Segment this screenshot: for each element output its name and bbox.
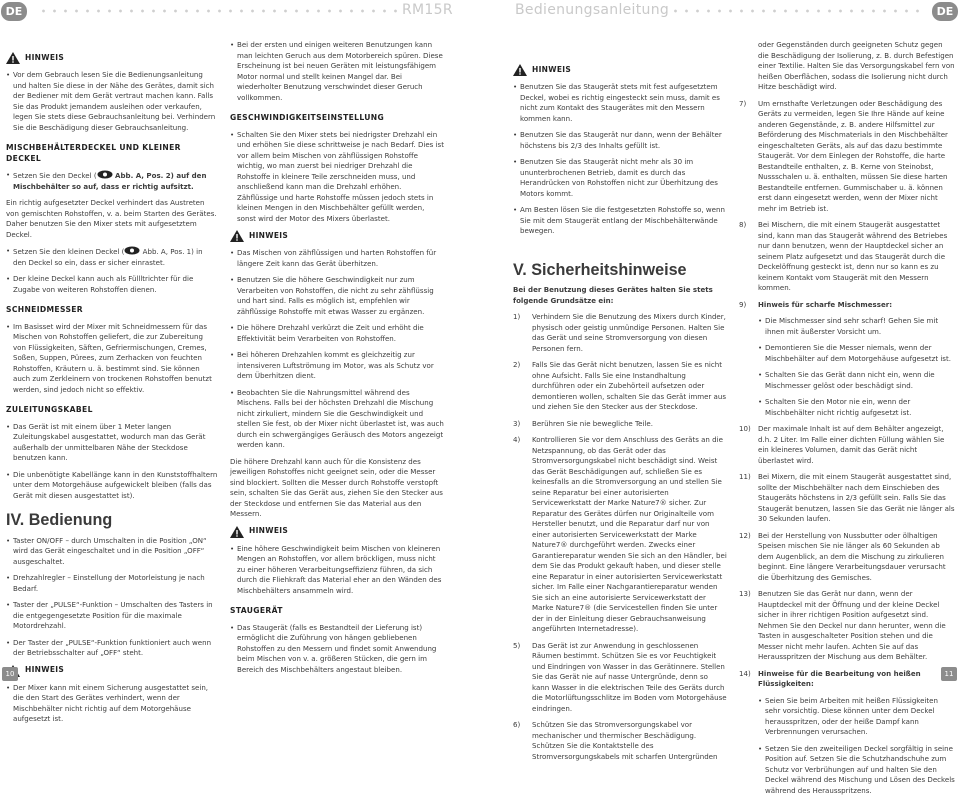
bullet-item: • Schalten Sie den Motor nie ein, wenn der Mischbehälter nicht richtig aufgesetzt ist.: [758, 397, 955, 418]
section-heading: GESCHWINDIGKEITSEINSTELLUNG: [230, 113, 385, 122]
bullet-item: • Setzen Sie den Deckel ( Abb. A, Pos. 2) auf den Mischbehälter so auf, dass er richtig aufsitzt.: [6, 170, 218, 192]
numbered-item: 11) Bei Mixern, die mit einem Staugerät ausgestattet sind, sollte der Mischbehälter nach dem Einschieben des Staugeräts höchstens in 2/3 gefüllt sein. Falls Sie das Staugerät benutzen, lassen Sie das Gerät nie länger als 30 Sekunden laufen.: [739, 472, 955, 525]
bullet-item: • Am Besten lösen Sie die festgesetzten Rohstoffe so, wenn Sie mit dem Staugerät entlang der Mischbehälterwände bewegen.: [513, 205, 727, 237]
language-badge-left: DE: [1, 2, 27, 21]
bullet-item: • Bei höheren Drehzahlen kommt es gleichzeitig zur intensiveren Luftströmung im Motor, was als Schutz vor dem Überhitzen dient.: [230, 350, 444, 382]
paragraph: oder Gegenständen durch geeigneten Schutz gegen die Beschädigung der Isolierung, z. B. durch Befestigen einer Textilie. Halten Sie das Versorgungskabel fern von heißen Oberflächen, sodass die Isolierung nicht durch Hitze beschädigt wird.: [758, 40, 955, 91]
bullet-item: • Der kleine Deckel kann auch als Füllltrichter für die Zugabe von weiteren Rohstoffen dienen.: [6, 274, 218, 295]
bullet-item: • Schalten Sie das Gerät dann nicht ein, wenn die Mischmesser gelöst oder beschädigt sind.: [758, 370, 955, 391]
numbered-item: 8) Bei Mischern, die mit einem Staugerät ausgestattet sind, kann man das Staugerät während des Betriebes nur dann benutzen, wenn der Hauptdeckel sicher an seinem Platz aufgesetzt und das Staugerät durch die Deckelöffnung gesteckt ist, denn nur so kann es zu keinem Kontakt vom Staugerät mit den Messern kommen.: [739, 220, 955, 294]
bullet-item: • Setzen Sie den zweiteiligen Deckel sorgfältig in seine Position auf. Setzen Sie die Schutzhandschuhe zum Schutz vor Verbrühungen auf und halten Sie den Deckel während des Mischung und Lösen des Deckels während des Herausspritzens.: [758, 744, 955, 797]
numbered-item: 4) Kontrollieren Sie vor dem Anschluss des Geräts an die Netzspannung, ob das Gerät oder das Stromversorgungskabel nicht beschädigt sind. Weist das Gerät Beschädigungen auf, schließen Sie es keinesfalls an die Stromversorgung an und stellen Sie seine Reparatur bei einer autorisierten Servicewerkstatt der Marke Nature7® sicher. Zur Reparatur des Gerätes dürfen nur Originalteile vom Hersteller benutzt, und die Reparatur darf nur von einer autorisierten Servicewerkstatt der Marke Nature7® durchgeführt werden. Zwecks einer Garantiereparatur wenden Sie sich an den Händler, bei dem Sie das Produkt gekauft haben, und dieser stelle eine Reparatur in einer autorisierten Servicewerkstatt sicher. Im Falle einer Nachgarantiereparatur wenden Sie sich an eine autorisierte Servicewerkstatt der Marke Nature7® (die Servicestellen finden Sie unter der in der Einleitung dieser Gebrauchsanweisung angeführten Internetadresse).: [513, 435, 727, 635]
bullet-item: • Taster der „PULSE“-Funktion – Umschalten des Tasters in die entgegengesetzte Position für die maximale Motordrehzahl.: [6, 600, 218, 632]
chapter-heading: V. Sicherheitshinweise: [513, 259, 687, 279]
paragraph: Ein richtig aufgesetzter Deckel verhindert das Austreten von gemischten Rohstoffen, v. a. beim Starten des Gerätes. Daher benutzen Sie den Mixer stets mit aufgesetztem Deckel.: [6, 198, 217, 239]
page-number-left: 10: [2, 667, 18, 681]
section-heading: SCHNEIDMESSER: [6, 305, 83, 314]
bullet-item: • Der Mixer kann mit einem Sicherung ausgestattet sein, die den Start des Gerätes verhindert, wenn der Mischbehälter nicht richtig auf dem Motorgehäuse aufgesetzt ist.: [6, 683, 218, 725]
bullet-item: • Die unbenötigte Kabellänge kann in den Kunststoffhaltern unter dem Motorgehäuse aufgewickelt bleiben (falls das Gerät mit diesen ausgestattet ist).: [6, 470, 218, 502]
warning-text: • Vor dem Gebrauch lesen Sie die Bedienungsanleitung und halten Sie diese in der Nähe des Gerätes, damit sich der Bediener mit dem Gerät vertraut machen kann. Falls Sie das Produkt jemandem ausleihen oder verkaufen, legen Sie stets diese Gebrauchsanleitung bei. Verhindern Sie die Beschädigung dieser Gebrauchsanleitung.: [6, 70, 218, 133]
page-header: [0, 0, 960, 22]
column-1: [6, 46, 218, 731]
bullet-item: • Die Mischmesser sind sehr scharf! Gehen Sie mit ihnen mit äußerster Vorsicht um.: [758, 316, 955, 337]
numbered-item: 5) Das Gerät ist zur Anwendung in geschlossenen Räumen bestimmt. Schützen Sie es vor Feuchtigkeit und Eindringen von Wasser in das Gerätinnere. Stellen Sie das Gerät nie auf nasse Untergründe, denn so kann Wasser in die elektrischen Teile des Geräts durch die Motorlüftungsschlitze im Boden vom Motorgehäuse eindringen.: [513, 641, 727, 715]
eye-icon: [124, 246, 140, 255]
paragraph: Die höhere Drehzahl kann auch für die Konsistenz des jeweiligen Rohstoffes nicht geeignet sein, oder die Messer sind blockiert. Sollten die Messer durch Rohstoffe verstopft sein, schalten Sie das Gerät aus, ziehen Sie den Stecker aus der Steckdose und entfernen Sie das Material aus den Messern.: [230, 456, 443, 518]
bullet-item: • Benutzen Sie die höhere Geschwindigkeit nur zum Verarbeiten von Rohstoffen, die nicht zu sehr zähflüssig und hart sind. Falls es möglich ist, empfehlen wir zähflüssige Rohstoffe mit etwas Wasser zu ergänzen.: [230, 275, 444, 317]
column-3: [513, 58, 727, 768]
warning-heading: HINWEIS: [230, 526, 444, 538]
page-number-right: 11: [941, 667, 957, 681]
bullet-item: • Der Taster der „PULSE“-Funktion funktioniert auch wenn der Betriebsschalter auf „OFF“ steht.: [6, 638, 218, 659]
bullet-item: • Taster ON/OFF – durch Umschalten in die Position „ON“ wird das Gerät eingeschaltet und in die Position „OFF“ ausgeschaltet.: [6, 536, 218, 568]
column-4: [739, 40, 955, 802]
warning-icon: [6, 52, 20, 64]
warning-icon: [230, 230, 244, 242]
column-2: [230, 40, 444, 681]
bullet-item: • Setzen Sie den kleinen Deckel ( Abb. A, Pos. 1) in den Deckel so ein, dass er sicher einrastet.: [6, 246, 218, 268]
numbered-item: 3) Berühren Sie nie bewegliche Teile.: [513, 419, 727, 430]
warning-icon: [513, 64, 527, 76]
numbered-item: 13) Benutzen Sie das Gerät nur dann, wenn der Hauptdeckel mit der Öffnung und der kleine Deckel sicher in ihrer richtigen Position aufgesetzt sind. Nehmen Sie den Deckel nur dann herunter, wenn die Tasten in ausgeschalteter Position stehen und die Messer nicht mehr laufen. Achten Sie auf das Herausspritzen der Mischung aus dem Behälter.: [739, 589, 955, 663]
bullet-item: • Beobachten Sie die Nahrungsmittel während des Mischens. Falls bei der höchsten Drehzahl die Mischung nicht zirkuliert, mindern Sie die Geschwindigkeit und stellen Sie fest, ob der Mixer nicht überlastet ist, was auch durch ein schwergängiges Geräusch des Motors angezeigt werden kann.: [230, 388, 444, 451]
warning-heading: HINWEIS: [513, 64, 727, 76]
bullet-item: • Das Gerät ist mit einem über 1 Meter langen Zuleitungskabel ausgestattet, wodurch man das Gerät außerhalb der unmittelbaren Nähe der Steckdose benutzen kann.: [6, 422, 218, 464]
bullet-item: • Benutzen Sie das Staugerät nur dann, wenn der Behälter höchstens bis 2/3 des Inhalts gefüllt ist.: [513, 130, 727, 151]
eye-icon: [97, 170, 113, 179]
section-heading: ZULEITUNGSKABEL: [6, 405, 93, 414]
header-dots-left: [38, 9, 398, 13]
numbered-item: 1) Verhindern Sie die Benutzung des Mixers durch Kinder, physisch oder geistig unmündige Personen. Halten Sie das Gerät und seine Stromversorgung von diesen Personen fern.: [513, 312, 727, 354]
bullet-item: • Das Staugerät (falls es Bestandteil der Lieferung ist) ermöglicht die Zuführung von hängen gebliebenen Rohstoffen zu den Messern und findet somit Anwendung beim Mischen von v. a. größeren Stücken, die gern im Bereich des Mischbehälters angestaut bleiben.: [230, 623, 444, 676]
bullet-item: • Schalten Sie den Mixer stets bei niedrigster Drehzahl ein und erhöhen Sie diese schrittweise je nach Bedarf. Dies ist vor allem beim Mischen von zähflüssigen Rohstoffe wichtig, wo man zuerst bei niedriger Drehzahl die Rohstoffe in kleinere Teile zerschneiden muss, und anschließend kann man die Drehzahl erhöhen. Zähflüssige und harte Rohstoffe müssen jedoch stets in kleinen Mengen in den Mischbehälter gefüllt werden, sonst wird der Motor des Mixers überlastet.: [230, 130, 444, 225]
numbered-item: 2) Falls Sie das Gerät nicht benutzen, lassen Sie es nicht ohne Aufsicht. Falls Sie eine Instandhaltung durchführen oder ein Zubehörteil aufsetzen oder demontieren wollen, schalten Sie das Gerät immer aus und ziehen Sie den Stecker aus der Steckdose.: [513, 360, 727, 413]
warning-heading: HINWEIS: [6, 665, 218, 677]
bullet-item: • Die höhere Drehzahl verkürzt die Zeit und erhöht die Effektivität beim Verarbeiten von Rohstoffen.: [230, 323, 444, 344]
lead-text: Bei der Benutzung dieses Gerätes halten Sie stets folgende Grundsätze ein:: [513, 285, 713, 305]
bullet-item: • Bei der ersten und einigen weiteren Benutzungen kann man leichten Geruch aus dem Motorbereich spüren. Diese Erscheinung ist bei neuen Geräten mit leistungsfähigem Motor normal und stellt keinen Mangel dar. Bei wiederholter Benutzung verschwindet dieser Geruch vollkommen.: [230, 40, 444, 103]
chapter-heading: IV. Bedienung: [6, 510, 113, 529]
header-dots-right: [670, 9, 924, 13]
numbered-item: 7) Um ernsthafte Verletzungen oder Beschädigung des Geräts zu vermeiden, legen Sie Ihre Hände auf keine anderen Gegenstände, z. B. andere Hilfsmittel zur Beförderung des Mischmaterials in den Mischbehälter eingeschalteten Geräts, als auf das dazu bestimmte Staugerät. Vor dem Einlegen der Rohstoffe, die harte Bestandteile enthalten, z. B. Kerne von Steinobst, Nussschalen u. ä. enthalten, müssen Sie diese harten Bestandteile entfernen. Gummischaber u. ä. können erst dann eingesetzt werden, wenn der Mixer nicht mehr im Betrieb ist.: [739, 99, 955, 215]
numbered-item: 9) Hinweis für scharfe Mischmesser:: [739, 300, 955, 311]
header-title: Bedienungsanleitung: [515, 2, 670, 18]
numbered-item: 10) Der maximale Inhalt ist auf dem Behälter angezeigt, d.h. 2 Liter. Im Falle einer dichten Füllung wählen Sie ein kleineres Volumen, damit das Gerät nicht überlastet wird.: [739, 424, 955, 466]
language-badge-right: DE: [932, 2, 958, 21]
bullet-item: • Drehzahlregler – Einstellung der Motorleistung je nach Bedarf.: [6, 573, 218, 594]
warning-heading: HINWEIS: [230, 230, 444, 242]
numbered-item: 6) Schützen Sie das Stromversorgungskabel vor mechanischer und thermischer Beschädigung. Schützen Sie die Kontaktstelle des Stromversorgungskabels mit scharfen Untergründen: [513, 720, 727, 762]
bullet-item: • Eine höhere Geschwindigkeit beim Mischen von kleineren Mengen an Rohstoffen, vor allem bröckligen, muss nicht zu einer höheren Verarbeitungseffizienz führen, da sich durch die Fliehkraft das Material eher an den Wänden des Mischbehälters ansammeln wird.: [230, 544, 444, 597]
numbered-item: 12) Bei der Herstellung von Nussbutter oder ölhaltigen Speisen mischen Sie nie länger als 60 Sekunden ab dem Augenblick, an dem die Mischung zu zirkulieren beginnt. Eine längere Verarbeitungsdauer verursacht die Überhitzung des Gemisches.: [739, 531, 955, 584]
numbered-item: 14) Hinweise für die Bearbeitung von heißen Flüssigkeiten:: [739, 669, 955, 690]
bullet-item: • Benutzen Sie das Staugerät nicht mehr als 30 im ununterbrochenen Betrieb, damit es durch das Herandrücken von Rohstoffen nicht zur Überhitzung des Motors kommt.: [513, 157, 727, 199]
warning-icon: [230, 526, 244, 538]
bullet-item: • Im Basisset wird der Mixer mit Schneidmessern für das Mischen von Rohstoffen geliefert, die zur Zubereitung von Flüssigkeiten, Säften, Gefriermischungen, Cremes, Soßen, Suppen, Pürees, zum Zerhacken von feuchten Rohstoffen, Kräutern u. ä. bestimmt sind. Sie können auch zum Zerkleinern von trockenen Rohstoffen benutzt werden, sind jedoch nicht so effektiv.: [6, 322, 218, 396]
bullet-item: • Seien Sie beim Arbeiten mit heißen Flüssigkeiten sehr vorsichtig. Diese können unter dem Deckel herausspritzen, oder der heiße Dampf kann Verbrennungen verursachen.: [758, 696, 955, 738]
bullet-item: • Benutzen Sie das Staugerät stets mit fest aufgesetztem Deckel, wobei es richtig eingesteckt sein muss, damit es nicht zum Kontakt des Staugerätes mit den Messern kommen kann.: [513, 82, 727, 124]
warning-heading: HINWEIS: [6, 52, 218, 64]
bullet-item: • Demontieren Sie die Messer niemals, wenn der Mischbehälter auf dem Motorgehäuse aufgesetzt ist.: [758, 343, 955, 364]
section-heading: MISCHBEHÄLTERDECKEL UND KLEINER DECKEL: [6, 143, 181, 163]
model-name: RM15R: [402, 2, 453, 18]
section-heading: STAUGERÄT: [230, 606, 283, 615]
bullet-item: • Das Mischen von zähflüssigen und harten Rohstoffen für längere Zeit kann das Gerät überhitzen.: [230, 248, 444, 269]
